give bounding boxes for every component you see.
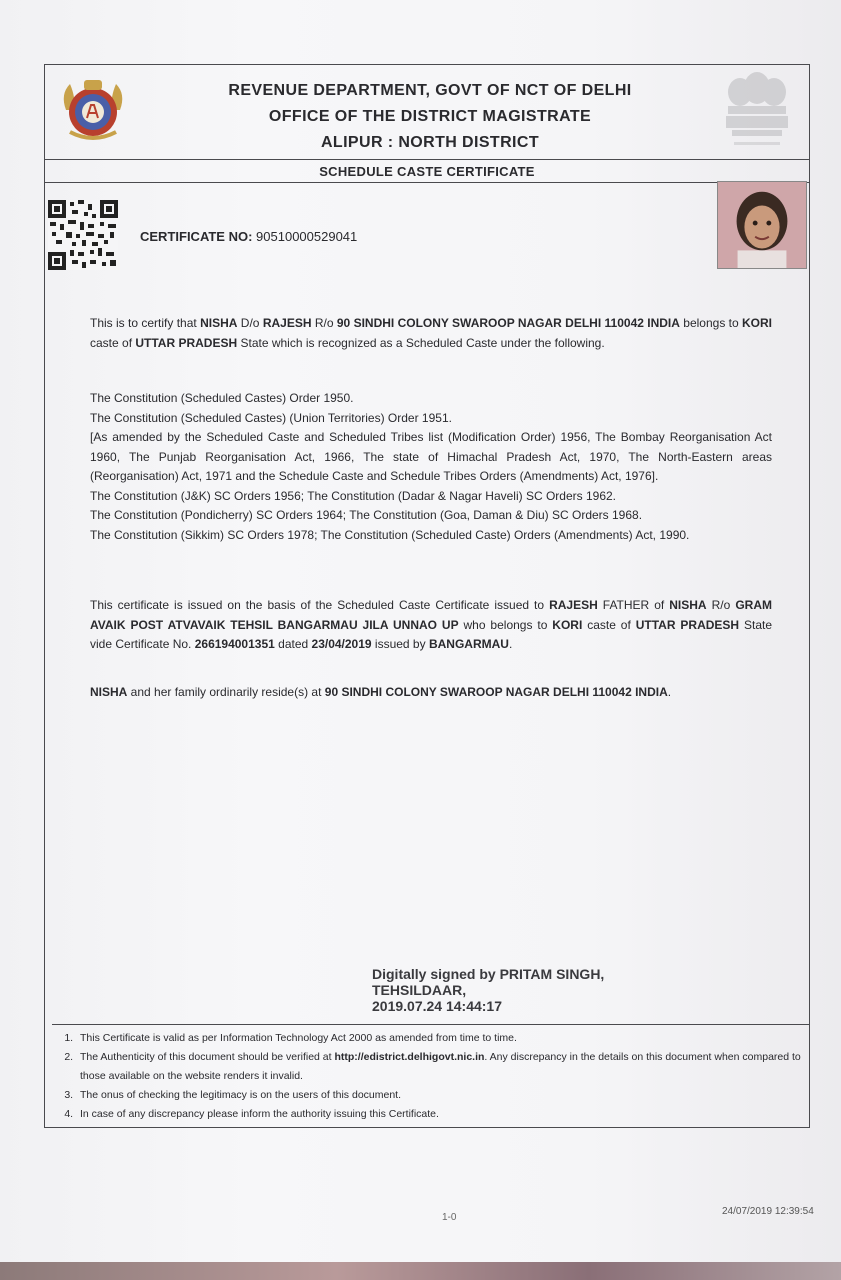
certify-paragraph [90, 314, 772, 353]
text: R/o [706, 598, 736, 612]
text: . [508, 637, 513, 651]
header-divider [44, 159, 810, 160]
applicant-photo [717, 181, 807, 269]
text: and her family ordinarily reside(s) at [127, 685, 325, 699]
qr-code-icon [48, 200, 118, 270]
certificate-number-value: 90510000529041 [256, 229, 358, 244]
text: This certificate is issued on the basis of the Scheduled Caste Certificate issued to [90, 598, 550, 612]
previous-certificate-date: 23/04/2019 [311, 637, 372, 651]
basis-paragraph [90, 596, 772, 655]
signature-designation: TEHSILDAAR, [372, 982, 467, 998]
certificate-number-label: CERTIFICATE NO: [140, 229, 253, 244]
father-name: RAJESH [262, 316, 312, 330]
order-item: The Constitution (Sikkim) SC Orders 1978; The Constitution (Scheduled Caste) Orders (Amendments) Act, 1990. [90, 527, 690, 542]
verification-link[interactable]: http://edistrict.delhigovt.nic.in [334, 1051, 485, 1063]
applicant-name: NISHA [669, 598, 707, 612]
page-number: 1-0 [442, 1212, 457, 1223]
state: UTTAR PRADESH [135, 335, 238, 350]
certificate-number [140, 229, 357, 244]
text: caste of [582, 617, 636, 632]
notes-section [52, 1024, 810, 1124]
text: R/o [311, 316, 337, 330]
header-office: OFFICE OF THE DISTRICT MAGISTRATE [268, 108, 592, 125]
residence-paragraph [90, 683, 772, 703]
text: . [667, 685, 672, 699]
certificate-title: SCHEDULE CASTE CERTIFICATE [45, 161, 809, 183]
note-item [76, 1048, 810, 1086]
note-item: 4. In case of any discrepancy please inform the authority issuing this Certificate. [76, 1105, 810, 1124]
father-name: RAJESH [549, 598, 598, 612]
order-item: The Constitution (J&K) SC Orders 1956; The Constitution (Dadar & Nagar Haveli) SC Orders 1962. [90, 488, 617, 503]
header-block [150, 78, 710, 156]
order-item: The Constitution (Scheduled Castes) Order 1950. [90, 391, 354, 405]
text: FATHER of [597, 598, 670, 612]
constitution-orders [90, 389, 772, 545]
text: This is to certify that [90, 316, 201, 330]
text: who belongs to [458, 617, 553, 632]
previous-certificate-number: 266194001351 [194, 637, 275, 651]
text: dated [274, 637, 312, 651]
residence-address: 90 SINDHI COLONY SWAROOP NAGAR DELHI 110042 INDIA [336, 316, 680, 330]
signature-timestamp: 2019.07.24 14:44:17 [372, 998, 502, 1014]
text: issued by [371, 637, 429, 651]
note-item: 3. The onus of checking the legitimacy is on the users of this document. [76, 1086, 810, 1105]
text: caste of [90, 335, 136, 350]
applicant-name: NISHA [200, 316, 238, 330]
state: UTTAR PRADESH [635, 617, 740, 632]
caste: KORI [552, 617, 583, 632]
note-item: 1. This Certificate is valid as per Information Technology Act 2000 as amended from time to time. [76, 1029, 810, 1048]
header-dept: REVENUE DEPARTMENT, GOVT OF NCT OF DELHI [228, 82, 632, 99]
background-floor [0, 1262, 841, 1280]
text: belongs to [679, 316, 743, 330]
signature-signer: Digitally signed by PRITAM SINGH, [372, 966, 605, 982]
digital-signature [372, 966, 604, 1014]
caste: KORI [742, 316, 773, 330]
text: State vide Certificate No. [90, 617, 773, 651]
text: State which is recognized as a Scheduled Caste under the following. [237, 335, 605, 350]
applicant-name: NISHA [90, 685, 128, 699]
text: . Any discrepancy in the details on this document when compared to those available on the website renders it invalid. [80, 1051, 801, 1082]
national-emblem-icon [712, 70, 802, 154]
residence-address: 90 SINDHI COLONY SWAROOP NAGAR DELHI 110042 INDIA [324, 685, 668, 699]
order-item: The Constitution (Pondicherry) SC Orders 1964; The Constitution (Goa, Daman & Diu) SC Orders 1968. [90, 508, 643, 522]
father-address: GRAM AVAIK POST ATVAVAIK TEHSIL BANGARMAU JILA UNNAO UP [90, 598, 772, 632]
order-item: The Constitution (Scheduled Castes) (Union Territories) Order 1951. [90, 410, 452, 425]
delhi-police-logo-icon [56, 74, 130, 148]
order-item: [As amended by the Scheduled Caste and Scheduled Tribes list (Modification Order) 1956, The Bombay Reorganisation Act 1960, The Punjab Reorganisation Act, 1966, The state of Himachal Pradesh Act, 1970, The North-Eastern areas (Reorganisation) Act, 1971 and the Schedule Caste and Schedule Tribes Orders (Amendments) Act, 1976]. [90, 430, 772, 483]
text: D/o [237, 316, 263, 330]
text: The Authenticity of this document should be verified at [80, 1051, 335, 1063]
print-timestamp: 24/07/2019 12:39:54 [722, 1206, 814, 1217]
header-district: ALIPUR : NORTH DISTRICT [320, 134, 540, 151]
issuing-authority: BANGARMAU [428, 637, 509, 651]
